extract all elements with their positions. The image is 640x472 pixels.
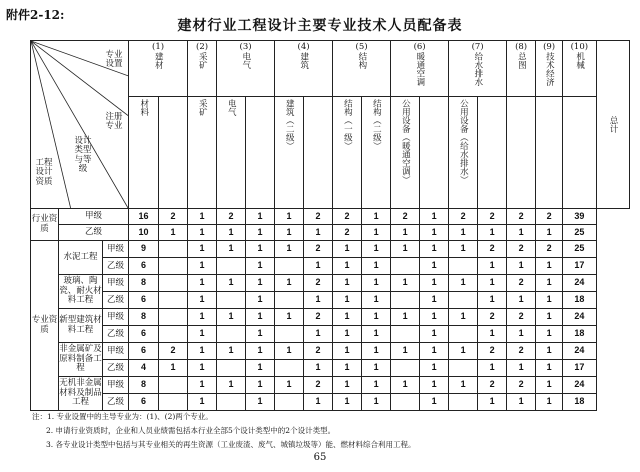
table-cell: 2 xyxy=(159,209,188,225)
table-row xyxy=(31,394,630,411)
footnote-3: 3. 各专业设计类型中包括与其专业相关的再生资源（工业废渣、废气、城镇垃圾等）能、燃材料综合利用工程。 xyxy=(46,440,416,449)
table-cell xyxy=(159,258,188,275)
reg-3b xyxy=(246,97,275,209)
table-cell: 1 xyxy=(246,394,275,411)
table-cell: 1 xyxy=(362,258,391,275)
footnote-2: 2. 申请行业资质时，企业和人员业绩需包括本行业全部5个设计类型中的2个设计类型。 xyxy=(46,426,336,435)
table-cell: 1 xyxy=(478,360,507,377)
table-cell xyxy=(217,360,246,377)
table-cell: 2 xyxy=(304,377,333,394)
table-cell: 2 xyxy=(333,225,362,241)
reg-4a xyxy=(275,97,304,209)
table-cell: 2 xyxy=(391,209,420,225)
table-cell xyxy=(275,326,304,343)
table-cell: (9) xyxy=(543,42,556,52)
spec-header-8 xyxy=(507,41,536,97)
table-cell: 1 xyxy=(188,360,217,377)
table-cell: 1 xyxy=(362,275,391,292)
table-cell xyxy=(449,360,478,377)
table-row xyxy=(31,360,630,377)
corner-design-type-label: 设计类型与等级 xyxy=(74,136,92,175)
corner-qualification-label: 工程设计资质 xyxy=(35,158,53,187)
table-cell: 2 xyxy=(304,209,333,225)
table-cell: 18 xyxy=(563,394,596,411)
reg-7a xyxy=(449,97,478,209)
table-cell: 乙级 xyxy=(103,326,129,343)
table-cell: 1 xyxy=(449,309,478,326)
spec-header-9 xyxy=(536,41,563,97)
table-cell: 1 xyxy=(391,309,420,326)
table-cell: 1 xyxy=(420,292,449,309)
table-cell: 1 xyxy=(246,241,275,258)
table-cell: 1 xyxy=(391,275,420,292)
table-cell xyxy=(391,360,420,377)
table-cell: 1 xyxy=(420,326,449,343)
table-cell: 1 xyxy=(304,326,333,343)
table-cell: 2 xyxy=(478,343,507,360)
table-cell: 乙级 xyxy=(103,394,129,411)
table-cell: 结构（二级） xyxy=(371,99,382,150)
table-cell: 1 xyxy=(275,225,304,241)
category-label: 非金属矿及原料制备工程 xyxy=(59,343,103,377)
table-cell: 1 xyxy=(275,309,304,326)
table-cell: 甲级 xyxy=(103,275,129,292)
table-cell: 1 xyxy=(275,241,304,258)
table-title: 建材行业工程设计主要专业技术人员配备表 xyxy=(177,18,463,34)
table-cell: 1 xyxy=(536,377,563,394)
table-cell: 2 xyxy=(507,241,536,258)
table-cell: 1 xyxy=(449,343,478,360)
table-cell: 1 xyxy=(536,292,563,309)
table-cell: 6 xyxy=(129,258,159,275)
table-cell: 1 xyxy=(333,326,362,343)
table-cell xyxy=(159,292,188,309)
table-cell: 2 xyxy=(478,241,507,258)
table-cell: 1 xyxy=(536,326,563,343)
table-cell: 1 xyxy=(362,394,391,411)
table-cell: 24 xyxy=(563,275,596,292)
table-cell xyxy=(275,360,304,377)
table-cell xyxy=(275,258,304,275)
table-cell: 1 xyxy=(217,377,246,394)
table-cell xyxy=(159,275,188,292)
table-cell: 机械 xyxy=(574,51,585,69)
reg-8 xyxy=(507,97,536,209)
table-cell: 2 xyxy=(333,209,362,225)
table-cell xyxy=(449,394,478,411)
table-cell: 6 xyxy=(129,394,159,411)
table-cell: 8 xyxy=(129,309,159,326)
table-cell xyxy=(391,326,420,343)
table-cell xyxy=(449,326,478,343)
table-cell: (1) xyxy=(152,42,165,52)
table-cell xyxy=(275,292,304,309)
specialty-group-label: 专业资质 xyxy=(31,241,59,411)
grade-label: 甲级 xyxy=(59,209,129,225)
table-cell: 16 xyxy=(129,209,159,225)
table-cell: 2 xyxy=(507,275,536,292)
table-cell: 1 xyxy=(420,377,449,394)
table-cell: 1 xyxy=(188,275,217,292)
table-cell xyxy=(449,258,478,275)
table-cell: 乙级 xyxy=(103,292,129,309)
table-cell: 4 xyxy=(129,360,159,377)
table-cell: 1 xyxy=(275,343,304,360)
spec-header-7 xyxy=(449,41,507,97)
table-cell: 1 xyxy=(188,241,217,258)
table-cell: 1 xyxy=(304,360,333,377)
table-cell: 总图 xyxy=(516,51,527,69)
table-cell: 1 xyxy=(333,292,362,309)
table-cell: 1 xyxy=(391,225,420,241)
reg-3a xyxy=(217,97,246,209)
table-cell: 39 xyxy=(563,209,596,225)
table-cell: 18 xyxy=(563,292,596,309)
table-cell: 1 xyxy=(246,225,275,241)
table-cell: 乙级 xyxy=(103,360,129,377)
table-cell: 17 xyxy=(563,258,596,275)
table-cell: 1 xyxy=(478,275,507,292)
table-cell: (7) xyxy=(471,42,484,52)
table-cell: 1 xyxy=(246,377,275,394)
reg-1b xyxy=(159,97,188,209)
table-cell: 甲级 xyxy=(103,343,129,360)
table-cell: 2 xyxy=(304,275,333,292)
table-cell: 1 xyxy=(217,225,246,241)
table-row xyxy=(31,258,630,275)
table-cell: 1 xyxy=(333,258,362,275)
table-cell: 1 xyxy=(362,292,391,309)
table-cell: 2 xyxy=(159,343,188,360)
table-cell: 1 xyxy=(478,326,507,343)
table-cell: 1 xyxy=(246,209,275,225)
table-cell: 6 xyxy=(129,326,159,343)
spec-header-1 xyxy=(129,41,188,97)
table-cell: 1 xyxy=(391,343,420,360)
table-cell: (6) xyxy=(413,42,426,52)
table-cell xyxy=(159,241,188,258)
table-cell: 8 xyxy=(129,377,159,394)
table-cell xyxy=(159,394,188,411)
table-cell: 电气 xyxy=(226,99,237,116)
table-cell xyxy=(159,309,188,326)
table-cell: 1 xyxy=(246,275,275,292)
table-row xyxy=(31,309,630,326)
table-row xyxy=(31,275,630,292)
table-cell: 1 xyxy=(420,258,449,275)
reg-7b xyxy=(478,97,507,209)
table-cell: 1 xyxy=(362,360,391,377)
table-cell: 24 xyxy=(563,343,596,360)
table-cell: 1 xyxy=(304,258,333,275)
table-cell: 1 xyxy=(478,258,507,275)
total-header xyxy=(596,41,629,209)
table-cell: 1 xyxy=(536,309,563,326)
table-cell xyxy=(391,292,420,309)
table-cell: 1 xyxy=(333,360,362,377)
table-cell: 1 xyxy=(188,377,217,394)
table-row xyxy=(31,377,630,394)
table-cell: 2 xyxy=(536,209,563,225)
table-cell: 1 xyxy=(420,309,449,326)
table-cell: 2 xyxy=(217,209,246,225)
table-cell: 2 xyxy=(507,309,536,326)
table-cell: 1 xyxy=(536,225,563,241)
table-cell: 暖通空调 xyxy=(414,51,425,86)
table-cell: 2 xyxy=(536,241,563,258)
table-cell: 乙级 xyxy=(103,258,129,275)
table-cell: 1 xyxy=(536,394,563,411)
table-cell: 2 xyxy=(507,377,536,394)
corner-registered-label: 注册专业 xyxy=(105,112,123,132)
table-cell: (8) xyxy=(515,42,528,52)
footnotes xyxy=(32,410,416,452)
table-cell: 总计 xyxy=(608,115,619,133)
table-cell: 1 xyxy=(304,225,333,241)
table-cell: 1 xyxy=(507,292,536,309)
table-cell: 1 xyxy=(362,225,391,241)
table-cell: (5) xyxy=(355,42,368,52)
table-cell: 1 xyxy=(362,377,391,394)
table-cell: 1 xyxy=(275,377,304,394)
table-cell: 公用设备（给水排水） xyxy=(458,99,469,184)
table-cell xyxy=(217,258,246,275)
table-cell: 2 xyxy=(478,209,507,225)
category-label: 新型建筑材料工程 xyxy=(59,309,103,343)
table-row xyxy=(31,241,630,258)
reg-10 xyxy=(563,97,596,209)
table-cell xyxy=(217,292,246,309)
table-cell: 1 xyxy=(188,343,217,360)
table-cell: 1 xyxy=(246,309,275,326)
corner-header xyxy=(31,41,129,209)
table-cell: 1 xyxy=(420,343,449,360)
table-cell: 1 xyxy=(449,275,478,292)
table-row xyxy=(31,343,630,360)
table-cell: (3) xyxy=(239,42,252,52)
table-cell: 1 xyxy=(217,241,246,258)
spec-header-6 xyxy=(391,41,449,97)
table-cell: 1 xyxy=(536,343,563,360)
table-cell xyxy=(159,326,188,343)
table-cell: 2 xyxy=(304,309,333,326)
corner-specialty-label: 专业设置 xyxy=(105,50,123,70)
reg-6a xyxy=(391,97,420,209)
table-cell xyxy=(391,258,420,275)
reg-6b xyxy=(420,97,449,209)
category-label: 无机非金属材料及制品工程 xyxy=(59,377,103,411)
table-cell: 1 xyxy=(188,209,217,225)
table-cell: 1 xyxy=(449,377,478,394)
spec-header-4 xyxy=(275,41,333,97)
table-cell: 1 xyxy=(449,225,478,241)
table-cell xyxy=(275,394,304,411)
table-cell: 1 xyxy=(246,360,275,377)
table-cell: 1 xyxy=(159,225,188,241)
footnote-1: 注：1. 专业设置中的主导专业为：(1)、(2)两个专业。 xyxy=(32,412,213,421)
table-cell: 2 xyxy=(478,377,507,394)
table-cell: 建材 xyxy=(153,51,164,69)
table-cell: 采矿 xyxy=(197,51,208,69)
reg-4b xyxy=(304,97,333,209)
table-cell: 甲级 xyxy=(103,309,129,326)
table-cell: 1 xyxy=(507,225,536,241)
table-cell: 1 xyxy=(217,343,246,360)
table-cell: 给水排水 xyxy=(472,51,483,86)
table-cell: 1 xyxy=(217,309,246,326)
table-cell: 1 xyxy=(333,241,362,258)
specialty-header-row xyxy=(31,41,630,97)
spec-header-5 xyxy=(333,41,391,97)
table-cell: (2) xyxy=(196,42,209,52)
table-cell xyxy=(391,394,420,411)
table-cell: 采矿 xyxy=(197,99,208,116)
table-cell: 1 xyxy=(507,394,536,411)
table-cell: 1 xyxy=(507,258,536,275)
table-cell: 技术经济 xyxy=(544,51,555,86)
table-cell: 1 xyxy=(536,275,563,292)
table-cell: (4) xyxy=(297,42,310,52)
table-cell: 2 xyxy=(507,209,536,225)
staffing-table xyxy=(30,40,630,411)
table-cell: 1 xyxy=(159,360,188,377)
table-cell: 1 xyxy=(420,225,449,241)
table-cell: 1 xyxy=(391,241,420,258)
table-cell: 2 xyxy=(478,309,507,326)
table-cell: 1 xyxy=(246,258,275,275)
table-cell: 2 xyxy=(449,209,478,225)
table-cell: 1 xyxy=(478,394,507,411)
table-cell xyxy=(217,326,246,343)
category-label: 水泥工程 xyxy=(59,241,103,275)
table-cell xyxy=(217,394,246,411)
table-cell: 甲级 xyxy=(103,241,129,258)
table-cell: 1 xyxy=(333,275,362,292)
table-cell: 1 xyxy=(536,258,563,275)
table-cell: 6 xyxy=(129,343,159,360)
table-cell: 24 xyxy=(563,377,596,394)
table-cell: 24 xyxy=(563,309,596,326)
table-cell: 1 xyxy=(420,360,449,377)
reg-5a xyxy=(333,97,362,209)
reg-1a xyxy=(129,97,159,209)
table-cell: 1 xyxy=(246,343,275,360)
table-cell xyxy=(449,292,478,309)
page-number: 65 xyxy=(313,452,327,463)
reg-5b xyxy=(362,97,391,209)
table-cell: 25 xyxy=(563,225,596,241)
table-cell: 1 xyxy=(333,309,362,326)
table-cell: 1 xyxy=(362,241,391,258)
table-cell: 2 xyxy=(507,343,536,360)
table-cell: 结构 xyxy=(356,51,367,69)
table-cell: 1 xyxy=(275,209,304,225)
reg-9 xyxy=(536,97,563,209)
table-cell: 1 xyxy=(420,209,449,225)
appendix-label: 附件2-12: xyxy=(6,8,65,22)
table-cell: 1 xyxy=(362,209,391,225)
table-cell: 1 xyxy=(246,292,275,309)
table-cell: 10 xyxy=(129,225,159,241)
industry-row-a xyxy=(31,209,630,225)
table-cell: 1 xyxy=(420,275,449,292)
table-cell: 建筑 xyxy=(298,51,309,69)
grade-label: 乙级 xyxy=(59,225,129,241)
table-cell: 1 xyxy=(188,258,217,275)
table-cell: 材料 xyxy=(138,99,149,116)
table-cell: 6 xyxy=(129,292,159,309)
table-cell: 1 xyxy=(246,326,275,343)
table-cell: 1 xyxy=(188,292,217,309)
table-row xyxy=(31,326,630,343)
table-cell: 1 xyxy=(362,326,391,343)
reg-2 xyxy=(188,97,217,209)
table-cell: (10) xyxy=(570,42,589,52)
spec-header-2 xyxy=(188,41,217,97)
table-cell: 17 xyxy=(563,360,596,377)
table-cell: 25 xyxy=(563,241,596,258)
table-cell: 1 xyxy=(362,343,391,360)
industry-row-b xyxy=(31,225,630,241)
table-row xyxy=(31,292,630,309)
table-cell: 1 xyxy=(304,394,333,411)
table-cell: 1 xyxy=(188,394,217,411)
table-cell: 1 xyxy=(478,225,507,241)
table-cell: 1 xyxy=(420,394,449,411)
table-cell: 甲级 xyxy=(103,377,129,394)
table-cell: 1 xyxy=(420,241,449,258)
table-cell: 公用设备（暖通空调） xyxy=(400,99,411,184)
table-cell xyxy=(159,377,188,394)
table-cell: 8 xyxy=(129,275,159,292)
table-cell: 1 xyxy=(449,241,478,258)
table-cell: 2 xyxy=(304,343,333,360)
industry-group-label: 行业资质 xyxy=(31,209,59,241)
spec-header-10 xyxy=(563,41,596,97)
table-cell: 1 xyxy=(275,275,304,292)
table-cell: 1 xyxy=(536,360,563,377)
table-cell: 电气 xyxy=(240,51,251,69)
table-cell: 1 xyxy=(217,275,246,292)
table-cell: 结构（一级） xyxy=(342,99,353,150)
table-cell: 1 xyxy=(507,326,536,343)
table-cell: 1 xyxy=(333,394,362,411)
table-cell: 1 xyxy=(362,309,391,326)
table-cell: 建筑（二级） xyxy=(284,99,295,150)
table-cell: 9 xyxy=(129,241,159,258)
table-cell: 1 xyxy=(333,343,362,360)
table-cell: 1 xyxy=(478,292,507,309)
table-cell: 18 xyxy=(563,326,596,343)
table-cell: 1 xyxy=(507,360,536,377)
table-cell: 1 xyxy=(188,309,217,326)
table-cell: 1 xyxy=(188,225,217,241)
category-label: 玻璃、陶瓷、耐火材料工程 xyxy=(59,275,103,309)
table-cell: 1 xyxy=(188,326,217,343)
table-cell: 2 xyxy=(304,241,333,258)
spec-header-3 xyxy=(217,41,275,97)
table-cell: 1 xyxy=(304,292,333,309)
table-cell: 1 xyxy=(391,377,420,394)
table-cell: 1 xyxy=(333,377,362,394)
